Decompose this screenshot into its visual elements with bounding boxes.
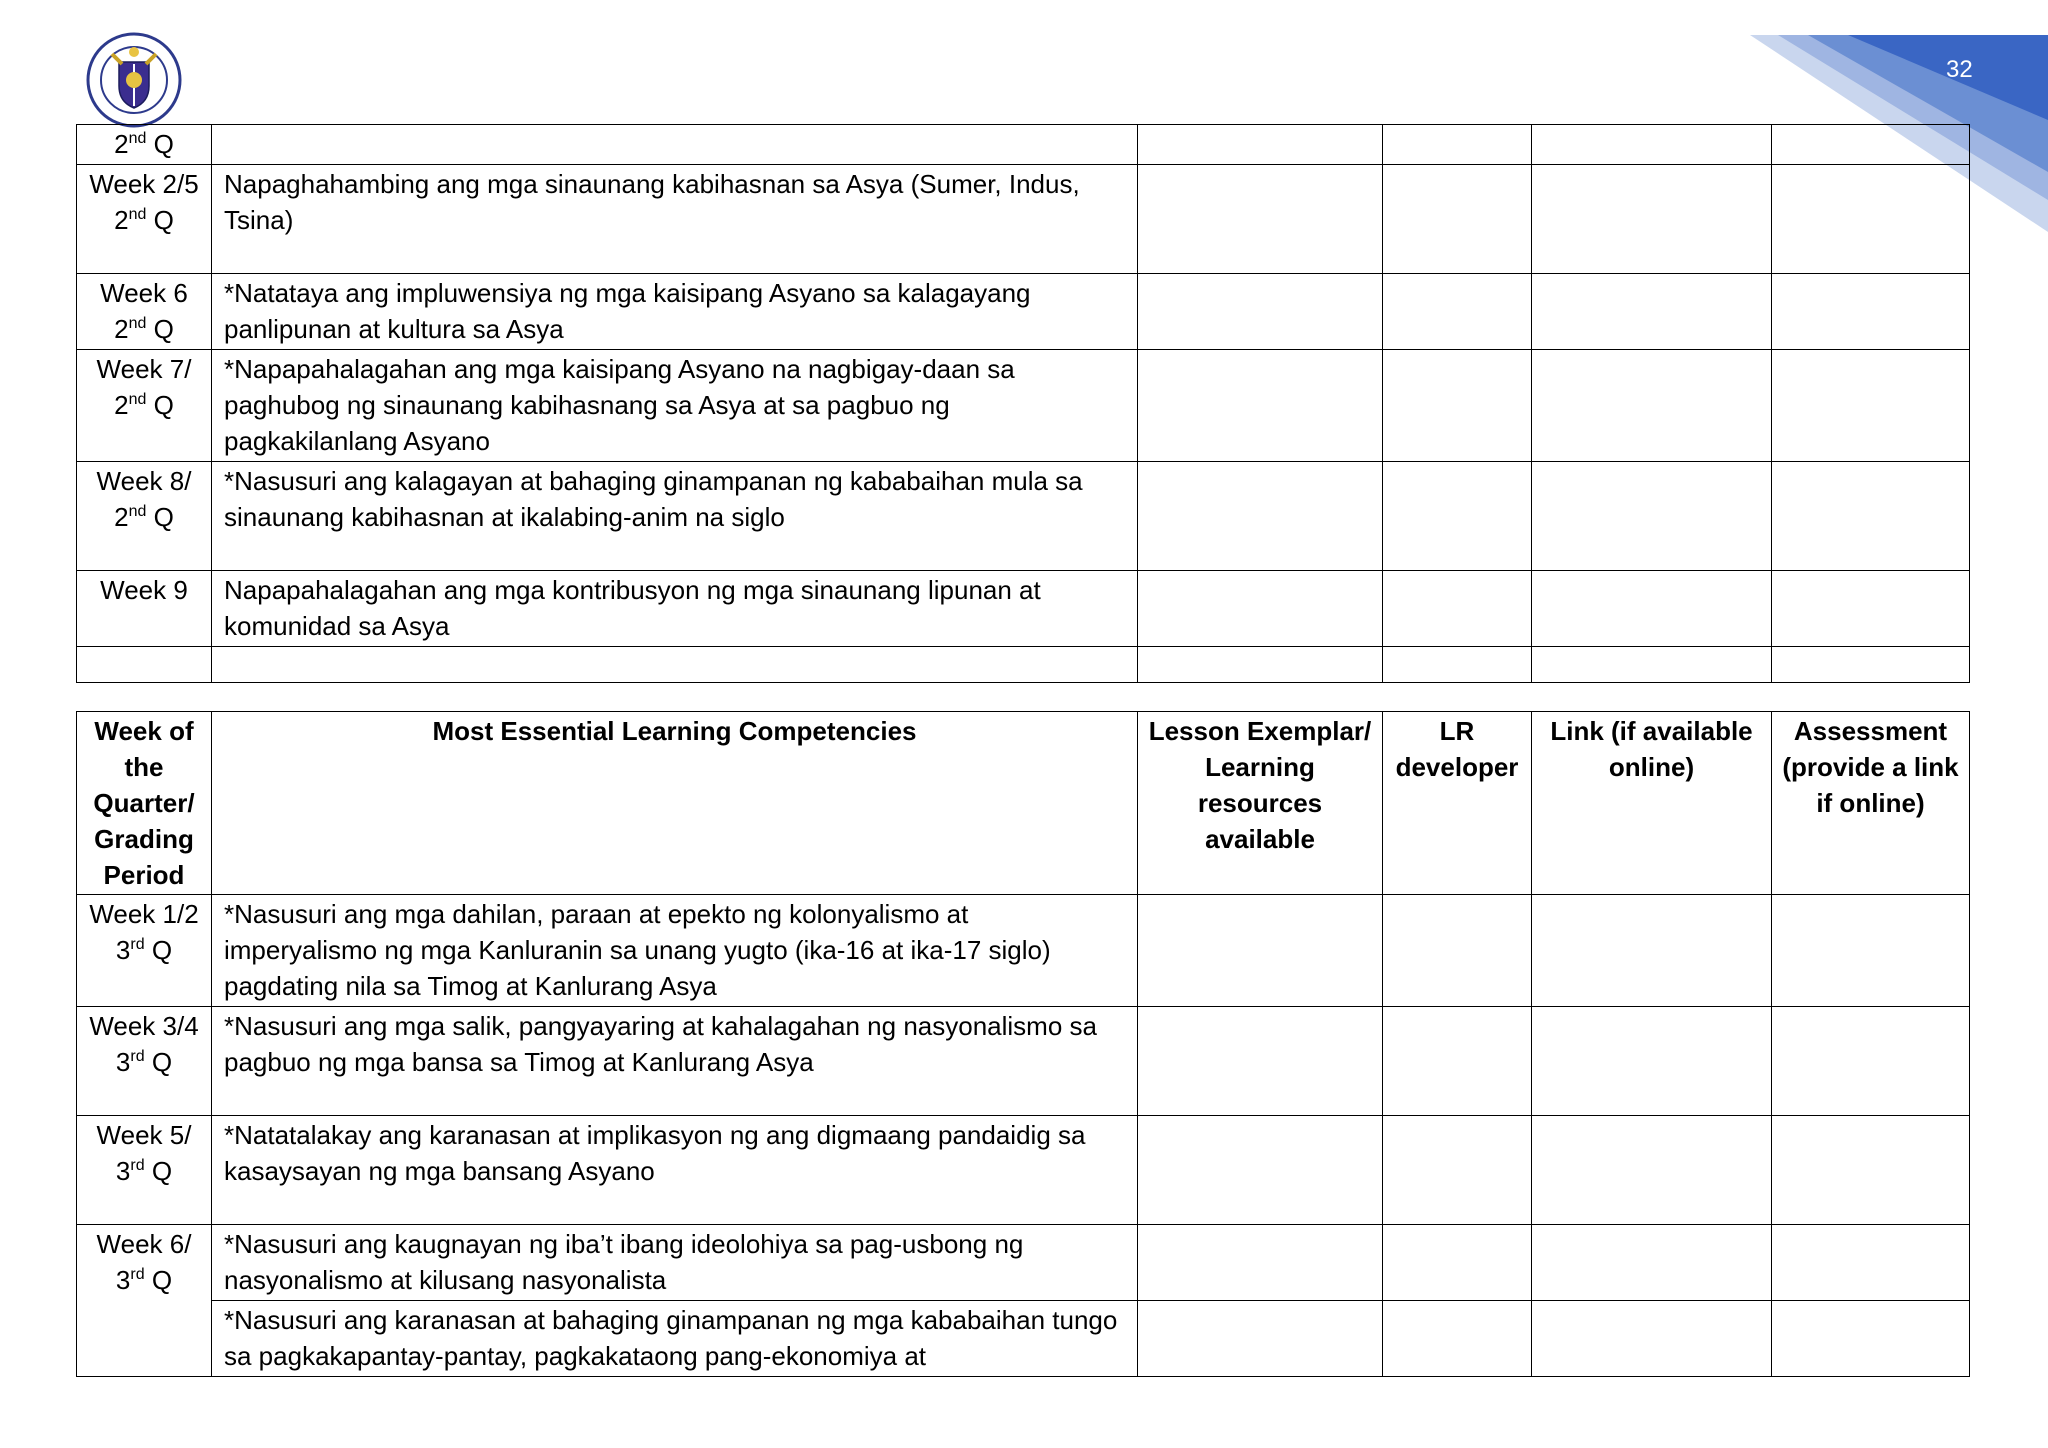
lr-developer-cell — [1383, 1007, 1532, 1116]
quarter-ordinal-suffix: rd — [130, 936, 145, 953]
quarter-ordinal-suffix: nd — [128, 315, 147, 332]
link-cell — [1532, 350, 1772, 462]
competency-cell: Napapahalagahan ang mga kontribusyon ng mga sinaunang lipunan at komunidad sa Asya — [212, 571, 1138, 647]
exemplar-cell — [1138, 647, 1383, 683]
competency-cell: *Natataya ang impluwensiya ng mga kaisipang Asyano sa kalagayang panlipunan at kultura sa Asya — [212, 274, 1138, 350]
table-row — [77, 571, 1970, 647]
competency-cell: *Nasusuri ang kalagayan at bahaging ginampanan ng kababaihan mula sa sinaunang kabihasnan at ikalabing-anim na siglo — [212, 462, 1138, 571]
exemplar-cell — [1138, 350, 1383, 462]
assessment-cell — [1772, 1301, 1970, 1377]
quarter-label — [79, 932, 209, 968]
header-melc: Most Essential Learning Competencies — [212, 712, 1138, 895]
header-exemplar: Lesson Exemplar/ Learning resources available — [1138, 712, 1383, 895]
quarter-ordinal-suffix: nd — [128, 206, 147, 223]
lr-developer-cell — [1383, 165, 1532, 274]
assessment-cell — [1772, 895, 1970, 1007]
quarter-label — [79, 202, 209, 238]
quarter-label — [79, 499, 209, 535]
link-cell — [1532, 1116, 1772, 1225]
week-cell — [77, 350, 212, 462]
table-row — [77, 1301, 1970, 1377]
competency-cell: *Nasusuri ang karanasan at bahaging ginampanan ng mga kababaihan tungo sa pagkakapantay-pantay, pagkakataong pang-ekonomiya at — [212, 1301, 1138, 1377]
assessment-cell — [1772, 647, 1970, 683]
week-cell — [77, 571, 212, 647]
week-cell — [77, 462, 212, 571]
assessment-cell — [1772, 274, 1970, 350]
table-row — [77, 1225, 1970, 1301]
competency-table-2nd-quarter — [76, 124, 1970, 683]
quarter-ordinal: 2 — [114, 390, 129, 420]
quarter-ordinal: 2 — [114, 314, 129, 344]
quarter-ordinal-suffix: rd — [130, 1157, 145, 1174]
quarter-ordinal: 2 — [114, 129, 129, 159]
exemplar-cell — [1138, 462, 1383, 571]
week-label: Week 2/5 — [89, 169, 199, 199]
quarter-ordinal-suffix: rd — [130, 1266, 145, 1283]
table-row — [77, 462, 1970, 571]
exemplar-cell — [1138, 274, 1383, 350]
header-week: Week of the Quarter/ Grading Period — [77, 712, 212, 895]
competency-cell — [212, 125, 1138, 165]
quarter-label — [79, 311, 209, 347]
assessment-cell — [1772, 125, 1970, 165]
lr-developer-cell — [1383, 274, 1532, 350]
assessment-cell — [1772, 1007, 1970, 1116]
quarter-label — [79, 126, 209, 162]
exemplar-cell — [1138, 1007, 1383, 1116]
lr-developer-cell — [1383, 462, 1532, 571]
exemplar-cell — [1138, 165, 1383, 274]
lr-developer-cell — [1383, 1225, 1532, 1301]
header-assessment: Assessment (provide a link if online) — [1772, 712, 1970, 895]
table-row — [77, 350, 1970, 462]
competency-cell: *Nasusuri ang mga salik, pangyayaring at kahalagahan ng nasyonalismo sa pagbuo ng mga bansa sa Timog at Kanlurang Asya — [212, 1007, 1138, 1116]
quarter-label — [79, 1153, 209, 1189]
competency-table-3rd-quarter — [76, 711, 1970, 1377]
week-label: Week 9 — [100, 575, 188, 605]
quarter-ordinal: 2 — [114, 205, 129, 235]
quarter-ordinal-suffix: nd — [128, 391, 147, 408]
quarter-letter: Q — [144, 935, 173, 965]
quarter-letter: Q — [146, 502, 174, 532]
week-cell — [77, 1007, 212, 1116]
lr-developer-cell — [1383, 125, 1532, 165]
table-row — [77, 647, 1970, 683]
quarter-ordinal: 3 — [115, 935, 131, 965]
competency-cell: *Napapahalagahan ang mga kaisipang Asyano na nagbigay-daan sa paghubog ng sinaunang kabihasnang sa Asya at sa pagbuo ng pagkakilanlang Asyano — [212, 350, 1138, 462]
link-cell — [1532, 895, 1772, 1007]
table-header-row — [77, 712, 1970, 895]
week-label: Week 5/ — [96, 1120, 192, 1150]
quarter-ordinal-suffix: nd — [128, 503, 147, 520]
link-cell — [1532, 165, 1772, 274]
table-row — [77, 895, 1970, 1007]
exemplar-cell — [1138, 895, 1383, 1007]
lr-developer-cell — [1383, 647, 1532, 683]
quarter-label — [79, 1262, 209, 1298]
quarter-ordinal-suffix: rd — [130, 1048, 145, 1065]
quarter-ordinal: 3 — [115, 1156, 131, 1186]
quarter-ordinal-suffix: nd — [128, 130, 147, 147]
assessment-cell — [1772, 165, 1970, 274]
quarter-label — [79, 387, 209, 423]
table-row — [77, 165, 1970, 274]
week-label: Week 6 — [100, 278, 188, 308]
week-label: Week 8/ — [96, 466, 192, 496]
week-cell — [77, 647, 212, 683]
link-cell — [1532, 571, 1772, 647]
page-number: 32 — [1946, 56, 1973, 83]
week-label: Week 3/4 — [89, 1011, 199, 1041]
link-cell — [1532, 1225, 1772, 1301]
lr-developer-cell — [1383, 571, 1532, 647]
table-row — [77, 1007, 1970, 1116]
assessment-cell — [1772, 462, 1970, 571]
header-lr-developer: LR developer — [1383, 712, 1532, 895]
header-link: Link (if available online) — [1532, 712, 1772, 895]
competency-cell: *Nasusuri ang mga dahilan, paraan at epekto ng kolonyalismo at imperyalismo ng mga Kanluranin sa unang yugto (ika-16 at ika-17 siglo) pagdating nila sa Timog at Kanlurang Asya — [212, 895, 1138, 1007]
exemplar-cell — [1138, 1116, 1383, 1225]
quarter-letter: Q — [144, 1156, 173, 1186]
table-row — [77, 274, 1970, 350]
lr-developer-cell — [1383, 350, 1532, 462]
assessment-cell — [1772, 350, 1970, 462]
week-label: Week 1/2 — [89, 899, 199, 929]
assessment-cell — [1772, 1116, 1970, 1225]
quarter-ordinal: 2 — [114, 502, 129, 532]
competency-cell: Napaghahambing ang mga sinaunang kabihasnan sa Asya (Sumer, Indus, Tsina) — [212, 165, 1138, 274]
link-cell — [1532, 1007, 1772, 1116]
link-cell — [1532, 647, 1772, 683]
quarter-ordinal: 3 — [115, 1265, 131, 1295]
week-cell — [77, 274, 212, 350]
lr-developer-cell — [1383, 1116, 1532, 1225]
table-row — [77, 1116, 1970, 1225]
deped-seal-logo — [86, 32, 182, 128]
exemplar-cell — [1138, 571, 1383, 647]
exemplar-cell — [1138, 1225, 1383, 1301]
lr-developer-cell — [1383, 895, 1532, 1007]
link-cell — [1532, 462, 1772, 571]
week-cell — [77, 125, 212, 165]
exemplar-cell — [1138, 1301, 1383, 1377]
quarter-label — [79, 1044, 209, 1080]
competency-cell — [212, 647, 1138, 683]
quarter-letter: Q — [146, 314, 174, 344]
quarter-letter: Q — [144, 1265, 173, 1295]
quarter-letter: Q — [146, 390, 174, 420]
week-label: Week 7/ — [96, 354, 192, 384]
link-cell — [1532, 274, 1772, 350]
week-cell — [77, 165, 212, 274]
quarter-letter: Q — [146, 205, 174, 235]
assessment-cell — [1772, 571, 1970, 647]
table-row — [77, 125, 1970, 165]
week-label: Week 6/ — [96, 1229, 192, 1259]
link-cell — [1532, 125, 1772, 165]
lr-developer-cell — [1383, 1301, 1532, 1377]
quarter-letter: Q — [144, 1047, 173, 1077]
quarter-ordinal: 3 — [115, 1047, 131, 1077]
week-cell — [77, 1116, 212, 1225]
assessment-cell — [1772, 1225, 1970, 1301]
quarter-letter: Q — [146, 129, 174, 159]
competency-cell: *Nasusuri ang kaugnayan ng iba’t ibang ideolohiya sa pag-usbong ng nasyonalismo at kilusang nasyonalista — [212, 1225, 1138, 1301]
competency-cell: *Natatalakay ang karanasan at implikasyon ng ang digmaang pandaidig sa kasaysayan ng mga bansang Asyano — [212, 1116, 1138, 1225]
link-cell — [1532, 1301, 1772, 1377]
week-cell — [77, 895, 212, 1007]
week-cell — [77, 1225, 212, 1377]
exemplar-cell — [1138, 125, 1383, 165]
